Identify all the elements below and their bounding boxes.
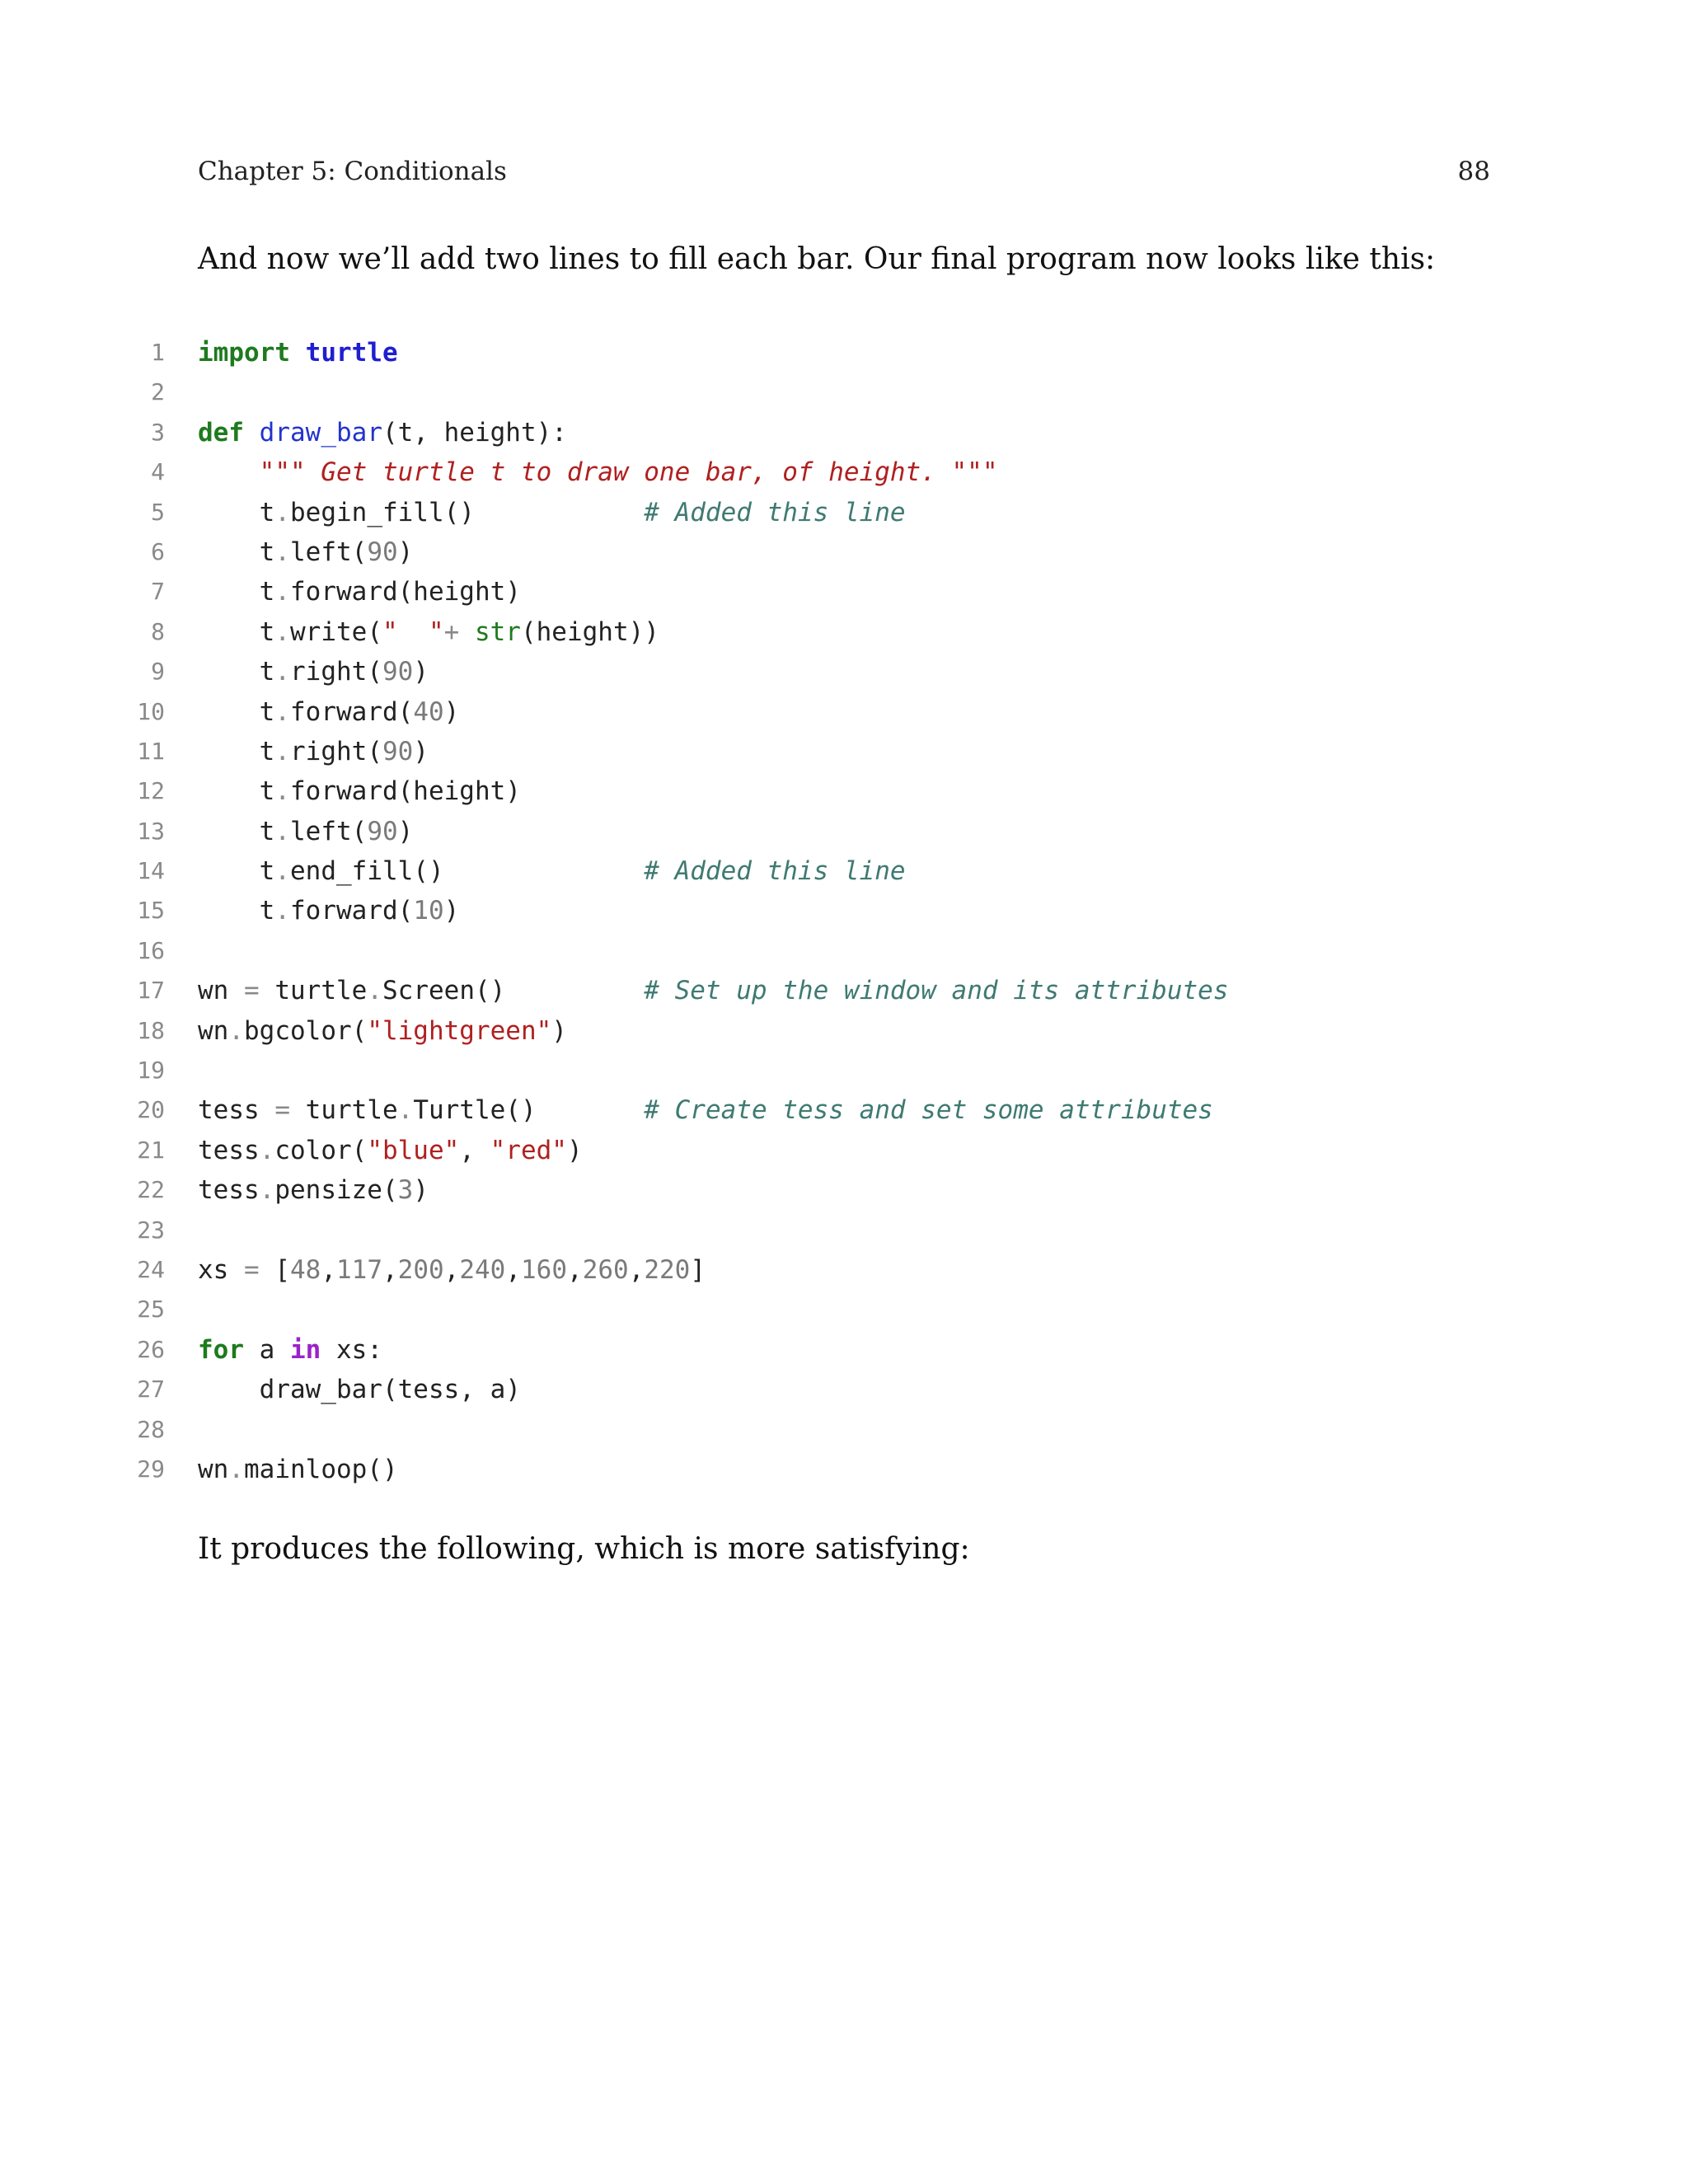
- line-number: 24: [137, 1255, 165, 1283]
- code-token: ,: [628, 1254, 645, 1285]
- code-token: t: [198, 776, 275, 807]
- code-text: [198, 1370, 521, 1409]
- line-number: 2: [151, 378, 165, 406]
- code-text: [198, 692, 459, 732]
- chapter-title: Chapter 5: Conditionals: [198, 157, 507, 186]
- line-number: 23: [137, 1216, 165, 1244]
- code-token: ,: [459, 1135, 490, 1165]
- code-token: .: [274, 696, 290, 727]
- code-token: ,: [443, 1254, 460, 1285]
- code-token: xs:: [321, 1334, 382, 1365]
- code-line: [115, 333, 1566, 373]
- line-number: 5: [151, 498, 165, 526]
- line-number: 1: [151, 339, 165, 366]
- code-line: [115, 1450, 1566, 1489]
- line-number: 10: [137, 697, 165, 725]
- code-token: " ": [382, 616, 444, 647]
- code-text: [198, 572, 521, 612]
- code-token: [459, 617, 475, 647]
- line-number: 3: [151, 418, 165, 446]
- code-token: .: [228, 1454, 244, 1484]
- code-token: [: [259, 1254, 290, 1285]
- code-line: [115, 891, 1566, 930]
- code-token: .: [274, 616, 290, 647]
- line-number: 28: [137, 1415, 165, 1443]
- code-line: [115, 931, 1566, 971]
- code-token: .: [397, 1095, 414, 1126]
- line-number: 18: [137, 1016, 165, 1044]
- line-number: 14: [137, 857, 165, 885]
- line-number: 25: [137, 1296, 165, 1324]
- line-number: 13: [137, 817, 165, 845]
- line-number: 9: [151, 658, 165, 686]
- code-token: t: [198, 896, 275, 926]
- code-token: forward(: [290, 896, 414, 926]
- line-number: 27: [137, 1376, 165, 1404]
- code-token: in: [290, 1334, 321, 1365]
- code-token: ,: [321, 1254, 336, 1285]
- code-line: [115, 572, 1566, 612]
- code-text: [198, 1170, 429, 1210]
- intro-paragraph: And now we’ll add two lines to fill each bar. Our final program now looks like this:: [198, 242, 1436, 276]
- code-token: .: [367, 976, 382, 1006]
- code-token: 90: [382, 736, 414, 766]
- code-token: ]: [690, 1254, 706, 1285]
- code-line: [115, 413, 1566, 452]
- code-token: .: [259, 1135, 275, 1165]
- code-text: [198, 1131, 583, 1170]
- code-text: [198, 812, 413, 851]
- code-token: tess: [198, 1135, 260, 1165]
- page-number: 88: [1457, 157, 1490, 186]
- code-token: forward(height): [290, 577, 521, 607]
- code-line: [115, 1131, 1566, 1170]
- code-token: ): [413, 736, 429, 766]
- code-token: t: [198, 696, 275, 727]
- code-token: 90: [367, 537, 398, 567]
- code-token: 90: [382, 657, 414, 687]
- line-number: 8: [151, 617, 165, 645]
- code-token: # Added this line: [644, 497, 906, 527]
- code-token: 160: [521, 1254, 568, 1285]
- code-line: [115, 452, 1566, 492]
- line-number: 11: [137, 737, 165, 765]
- code-token: wn: [198, 1454, 229, 1484]
- code-token: turtle: [290, 1095, 398, 1126]
- code-token: t: [198, 497, 275, 527]
- code-token: "red": [490, 1135, 567, 1165]
- code-token: pensize(: [274, 1175, 398, 1206]
- code-line: [115, 1250, 1566, 1290]
- line-number: 17: [137, 977, 165, 1005]
- code-token: wn: [198, 976, 244, 1006]
- code-line: [115, 1211, 1566, 1250]
- code-token: forward(height): [290, 776, 521, 807]
- code-line: [115, 1370, 1566, 1409]
- code-token: .: [274, 736, 290, 766]
- code-token: "blue": [367, 1135, 460, 1165]
- code-text: [198, 971, 1229, 1010]
- code-line: [115, 692, 1566, 732]
- code-token: begin_fill(): [290, 497, 645, 527]
- code-token: t: [198, 537, 275, 567]
- code-token: # Set up the window and its attributes: [644, 976, 1229, 1006]
- line-number: 7: [151, 578, 165, 606]
- code-listing: [115, 333, 1566, 1489]
- code-token: .: [274, 816, 290, 846]
- code-text: [198, 1450, 398, 1489]
- code-line: [115, 612, 1566, 652]
- code-token: t: [198, 736, 275, 766]
- code-token: turtle: [305, 338, 398, 368]
- code-text: [198, 1011, 567, 1051]
- line-number: 4: [151, 458, 165, 486]
- code-token: draw_bar(tess, a): [198, 1375, 521, 1405]
- code-token: for: [198, 1334, 244, 1365]
- code-token: "lightgreen": [367, 1015, 552, 1046]
- line-number: 26: [137, 1335, 165, 1363]
- code-line: [115, 652, 1566, 691]
- code-text: [198, 612, 659, 652]
- code-token: def: [198, 417, 244, 448]
- code-token: t: [198, 616, 275, 647]
- code-token: # Create tess and set some attributes: [644, 1095, 1213, 1126]
- code-token: str: [474, 616, 521, 647]
- code-token: [290, 338, 306, 368]
- code-line: [115, 493, 1566, 532]
- line-number: 21: [137, 1136, 165, 1164]
- code-line: [115, 1090, 1566, 1130]
- code-token: color(: [274, 1135, 368, 1165]
- code-token: ): [397, 816, 414, 846]
- code-token: 90: [367, 816, 398, 846]
- code-token: draw_bar: [259, 417, 382, 448]
- code-token: """ Get turtle t to draw one bar, of height. """: [259, 457, 998, 488]
- code-token: wn: [198, 1015, 229, 1046]
- code-text: [198, 851, 906, 891]
- code-text: [198, 1330, 382, 1370]
- line-number: 15: [137, 897, 165, 925]
- code-text: [198, 452, 998, 492]
- code-line: [115, 1330, 1566, 1370]
- line-number: 19: [137, 1057, 165, 1085]
- code-text: [198, 413, 567, 452]
- code-line: [115, 812, 1566, 851]
- code-token: ,: [567, 1254, 583, 1285]
- line-number: 12: [137, 777, 165, 805]
- code-token: right(: [290, 736, 382, 766]
- code-line: [115, 971, 1566, 1010]
- outro-paragraph: It produces the following, which is more satisfying:: [198, 1532, 970, 1566]
- code-token: 220: [644, 1254, 691, 1285]
- code-token: ): [443, 896, 460, 926]
- code-text: [198, 493, 906, 532]
- line-number: 22: [137, 1176, 165, 1204]
- code-text: [198, 532, 413, 572]
- code-token: =: [244, 1254, 260, 1285]
- code-token: ): [443, 696, 460, 727]
- code-token: mainloop(): [244, 1454, 398, 1484]
- code-text: [198, 1090, 1213, 1130]
- code-token: =: [244, 976, 260, 1006]
- code-token: 200: [397, 1254, 444, 1285]
- code-token: t: [198, 577, 275, 607]
- code-token: turtle: [259, 976, 368, 1006]
- code-line: [115, 1290, 1566, 1329]
- code-token: t: [198, 816, 275, 846]
- line-number: 6: [151, 537, 165, 565]
- code-token: .: [259, 1175, 275, 1206]
- line-number: 16: [137, 936, 165, 964]
- code-token: t: [198, 856, 275, 887]
- code-token: left(: [290, 816, 368, 846]
- code-token: ): [413, 1175, 429, 1206]
- code-token: ): [551, 1015, 567, 1046]
- code-line: [115, 1410, 1566, 1450]
- code-line: [115, 373, 1566, 412]
- code-token: left(: [290, 537, 368, 567]
- code-token: 40: [413, 696, 444, 727]
- code-token: import: [198, 338, 290, 368]
- code-token: .: [274, 776, 290, 807]
- code-token: tess: [198, 1175, 260, 1206]
- code-line: [115, 1170, 1566, 1210]
- code-token: [198, 457, 260, 487]
- code-token: t: [198, 657, 275, 687]
- code-token: =: [274, 1095, 290, 1126]
- code-token: 10: [413, 896, 444, 926]
- code-token: .: [274, 537, 290, 567]
- code-token: .: [274, 657, 290, 687]
- code-text: [198, 333, 398, 373]
- code-token: tess: [198, 1095, 275, 1126]
- code-text: [198, 771, 521, 811]
- code-token: 48: [290, 1254, 321, 1285]
- code-token: .: [274, 856, 290, 887]
- code-token: [244, 418, 260, 448]
- running-head: [198, 157, 1490, 193]
- code-token: Screen(): [382, 976, 645, 1006]
- code-token: 240: [459, 1254, 506, 1285]
- code-token: .: [274, 896, 290, 926]
- code-line: [115, 771, 1566, 811]
- code-token: .: [228, 1015, 244, 1046]
- code-token: forward(: [290, 696, 414, 727]
- code-token: right(: [290, 657, 382, 687]
- code-token: xs: [198, 1254, 244, 1285]
- code-token: (t, height):: [382, 417, 567, 448]
- code-token: 117: [336, 1254, 382, 1285]
- code-text: [198, 1250, 706, 1290]
- code-line: [115, 851, 1566, 891]
- code-token: +: [443, 616, 460, 647]
- code-token: end_fill(): [290, 856, 645, 887]
- code-token: .: [274, 497, 290, 527]
- code-token: ,: [382, 1254, 398, 1285]
- code-token: ): [566, 1135, 583, 1165]
- code-token: ,: [505, 1254, 522, 1285]
- code-token: 3: [397, 1175, 414, 1206]
- code-token: ): [413, 657, 429, 687]
- code-text: [198, 732, 429, 771]
- code-line: [115, 1051, 1566, 1090]
- code-text: [198, 652, 429, 691]
- code-token: # Added this line: [644, 856, 906, 887]
- code-token: (height)): [520, 616, 659, 647]
- code-line: [115, 1011, 1566, 1051]
- line-number: 29: [137, 1455, 165, 1483]
- code-line: [115, 732, 1566, 771]
- line-number: 20: [137, 1096, 165, 1124]
- code-token: ): [397, 537, 414, 567]
- code-token: bgcolor(: [244, 1015, 368, 1046]
- code-token: write(: [290, 616, 382, 647]
- code-text: [198, 891, 459, 930]
- code-token: 260: [582, 1254, 629, 1285]
- code-token: a: [244, 1334, 290, 1365]
- code-token: .: [274, 577, 290, 607]
- code-token: Turtle(): [413, 1095, 645, 1126]
- code-line: [115, 532, 1566, 572]
